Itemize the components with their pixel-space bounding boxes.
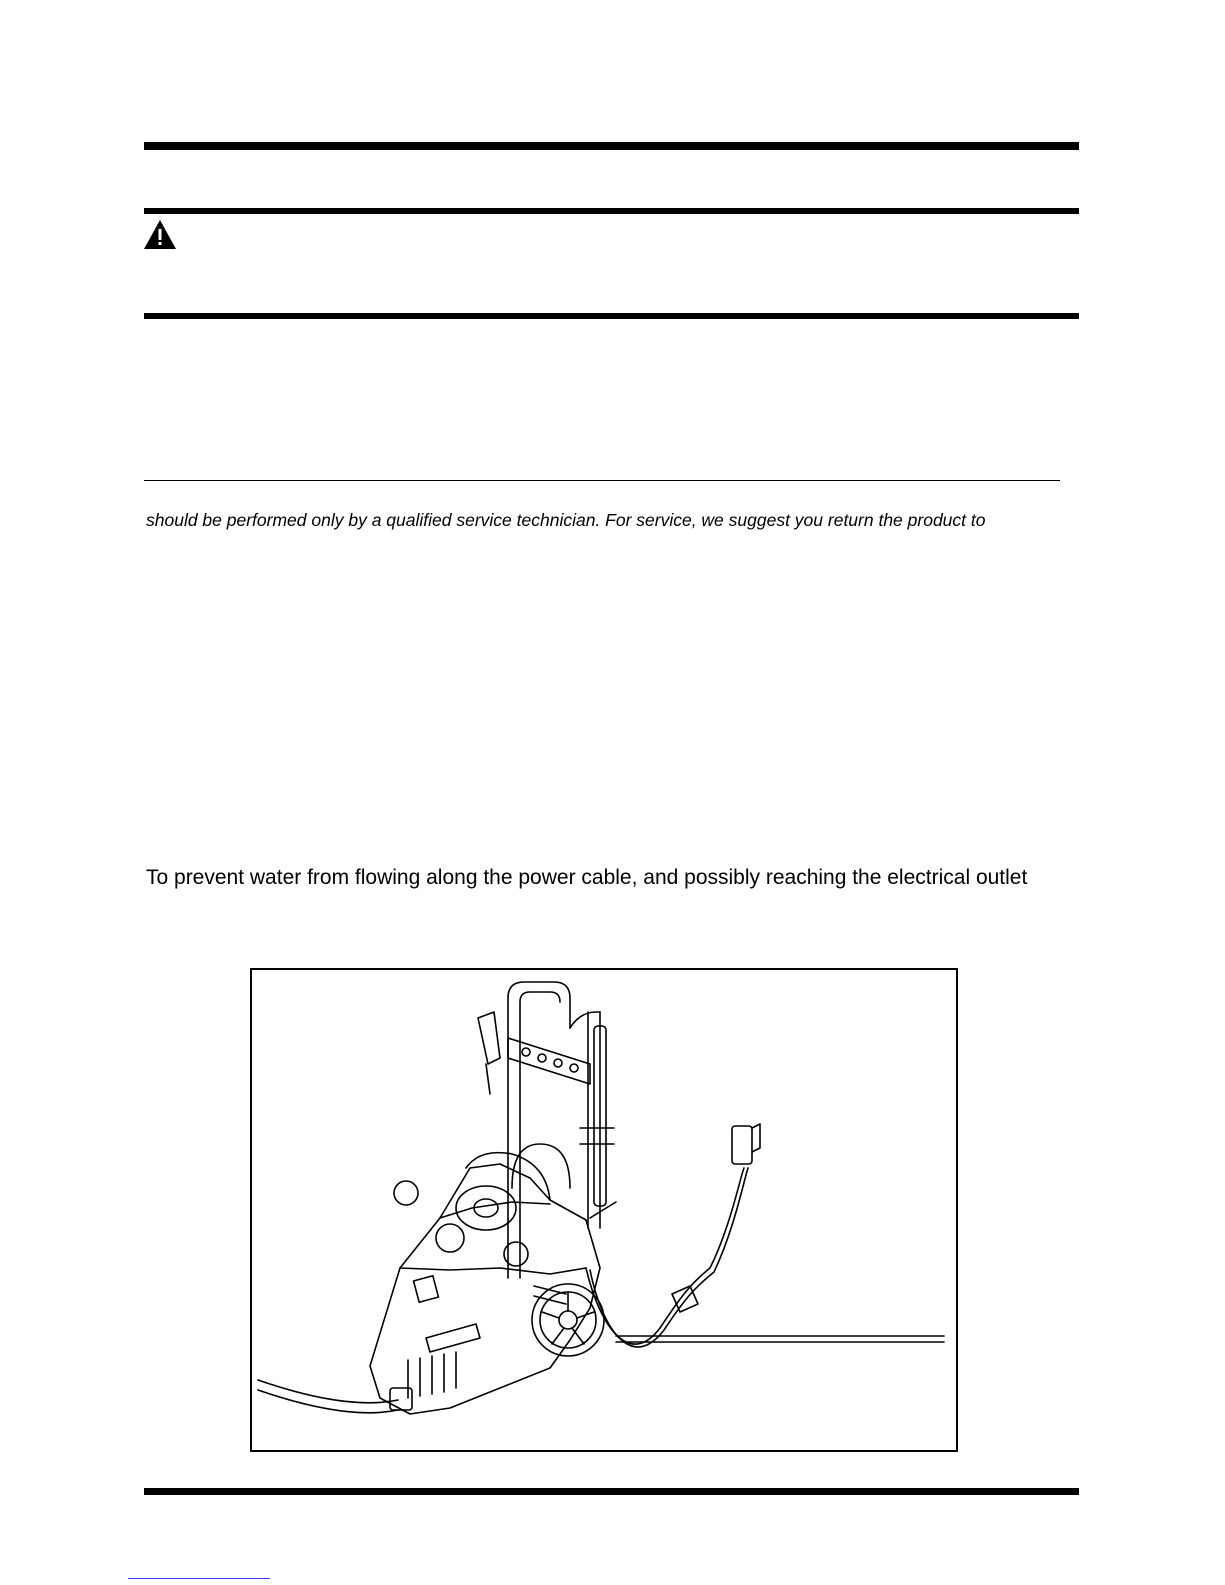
drip-loop-instruction-text: To prevent water from flowing along the power cable, and possibly reaching the electrical outlet <box>146 866 1028 889</box>
warning-box-top-rule <box>144 208 1079 214</box>
warning-box-bottom-rule <box>144 313 1079 319</box>
header-rule <box>144 142 1079 150</box>
section-divider <box>144 480 1060 481</box>
pressure-washer-figure <box>250 968 958 1452</box>
footer-link-underline[interactable] <box>128 1578 270 1579</box>
service-notice-text: should be performed only by a qualified service technician. For service, we suggest you return the product to <box>146 510 986 530</box>
warning-triangle-icon <box>143 219 177 250</box>
footer-rule <box>144 1488 1079 1495</box>
